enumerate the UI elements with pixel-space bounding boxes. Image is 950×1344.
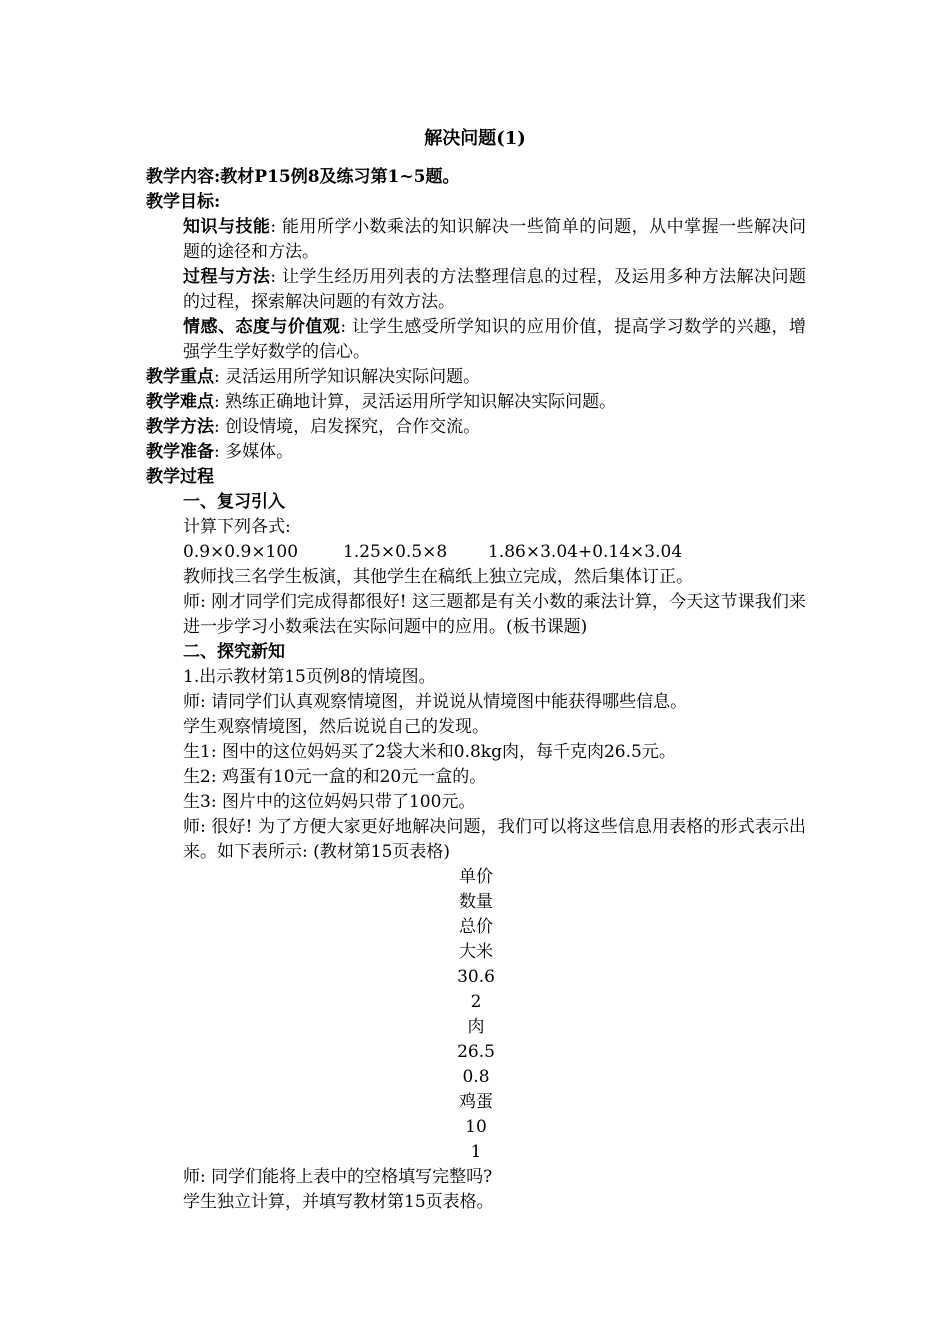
goal-knowledge	[146, 215, 806, 265]
goal-attitude-label: 情感、态度与价值观	[183, 317, 341, 337]
section1-prompt: 计算下列各式:	[183, 517, 291, 537]
method-text: : 创设情境，启发探究，合作交流。	[214, 417, 481, 437]
section2-heading: 二、探究新知	[183, 642, 285, 662]
price-table	[146, 865, 806, 1165]
content-text: 教材P15例8及练习第1~5题。	[220, 167, 460, 187]
method-label: 教学方法	[146, 417, 214, 437]
goals-heading: 教学目标:	[146, 192, 221, 212]
key-point-label: 教学重点	[146, 367, 214, 387]
goal-process	[146, 265, 806, 315]
document-title: 解决问题(1)	[424, 128, 526, 149]
section2-line-3: 学生观察情境图，然后说说自己的发现。	[183, 717, 489, 737]
content-label: 教学内容:	[146, 167, 221, 187]
goal-attitude-text: : 让学生感受所学知识的应用价值，提高学习数学的兴趣，增强学生学好数学的信心。	[183, 317, 806, 362]
goal-attitude	[146, 315, 806, 365]
section1-heading: 一、复习引入	[183, 492, 285, 512]
table-cell: 30.6	[457, 967, 495, 987]
table-cell: 大米	[459, 942, 493, 962]
section2-line-7: 师: 很好! 为了方便大家更好地解决问题，我们可以将这些信息用表格的形式表示出来。如下表所示: (教材第15页表格)	[183, 817, 806, 862]
goal-knowledge-text: : 能用所学小数乘法的知识解决一些简单的问题，从中掌握一些解决问题的途径和方法。	[183, 217, 807, 262]
key-point-text: : 灵活运用所学知识解决实际问题。	[214, 367, 481, 387]
section2-line-2: 师: 请同学们认真观察情境图，并说说从情境图中能获得哪些信息。	[183, 692, 688, 712]
difficulty-label: 教学难点	[146, 392, 214, 412]
goal-process-text: : 让学生经历用列表的方法整理信息的过程，及运用多种方法解决问题的过程，探索解决问题的有效方法。	[183, 267, 807, 312]
document-body	[146, 165, 806, 1215]
section2-line-6: 生3: 图片中的这位妈妈只带了100元。	[183, 792, 476, 812]
difficulty-text: : 熟练正确地计算，灵活运用所学知识解决实际问题。	[214, 392, 617, 412]
formula-3: 1.86×3.04+0.14×3.04	[488, 542, 683, 562]
table-cell: 数量	[459, 892, 493, 912]
preparation-text: : 多媒体。	[214, 442, 294, 462]
formula-line	[146, 540, 806, 565]
process-heading: 教学过程	[146, 467, 214, 487]
method-line	[146, 415, 806, 440]
content-line	[146, 165, 806, 190]
goal-process-label: 过程与方法	[183, 267, 271, 287]
section2-line-5: 生2: 鸡蛋有10元一盒的和20元一盒的。	[183, 767, 487, 787]
goal-knowledge-label: 知识与技能	[183, 217, 271, 237]
table-cell: 总价	[459, 917, 493, 937]
table-cell: 26.5	[457, 1042, 495, 1062]
section1-line-1: 教师找三名学生板演，其他学生在稿纸上独立完成，然后集体订正。	[183, 567, 693, 587]
table-cell: 单价	[459, 867, 493, 887]
section2-line-4: 生1: 图中的这位妈妈买了2袋大米和0.8kg肉，每千克肉26.5元。	[183, 742, 676, 762]
table-cell: 10	[465, 1117, 487, 1137]
preparation-label: 教学准备	[146, 442, 214, 462]
preparation-line	[146, 440, 806, 465]
table-cell: 2	[470, 992, 482, 1012]
table-cell: 肉	[467, 1017, 485, 1037]
key-point-line	[146, 365, 806, 390]
section2-after-1: 师: 同学们能将上表中的空格填写完整吗?	[183, 1167, 493, 1187]
formula-1: 0.9×0.9×100	[183, 542, 299, 562]
table-cell: 1	[470, 1142, 482, 1162]
section2-after-2: 学生独立计算，并填写教材第15页表格。	[183, 1192, 494, 1212]
difficulty-line	[146, 390, 806, 415]
formula-2: 1.25×0.5×8	[343, 542, 448, 562]
section1-line-2: 师: 刚才同学们完成得都很好! 这三题都是有关小数的乘法计算，今天这节课我们来进一步学习小数乘法在实际问题中的应用。(板书课题)	[183, 592, 806, 637]
table-cell: 鸡蛋	[459, 1092, 493, 1112]
table-cell: 0.8	[462, 1067, 490, 1087]
section2-line-1: 1.出示教材第15页例8的情境图。	[183, 667, 436, 687]
